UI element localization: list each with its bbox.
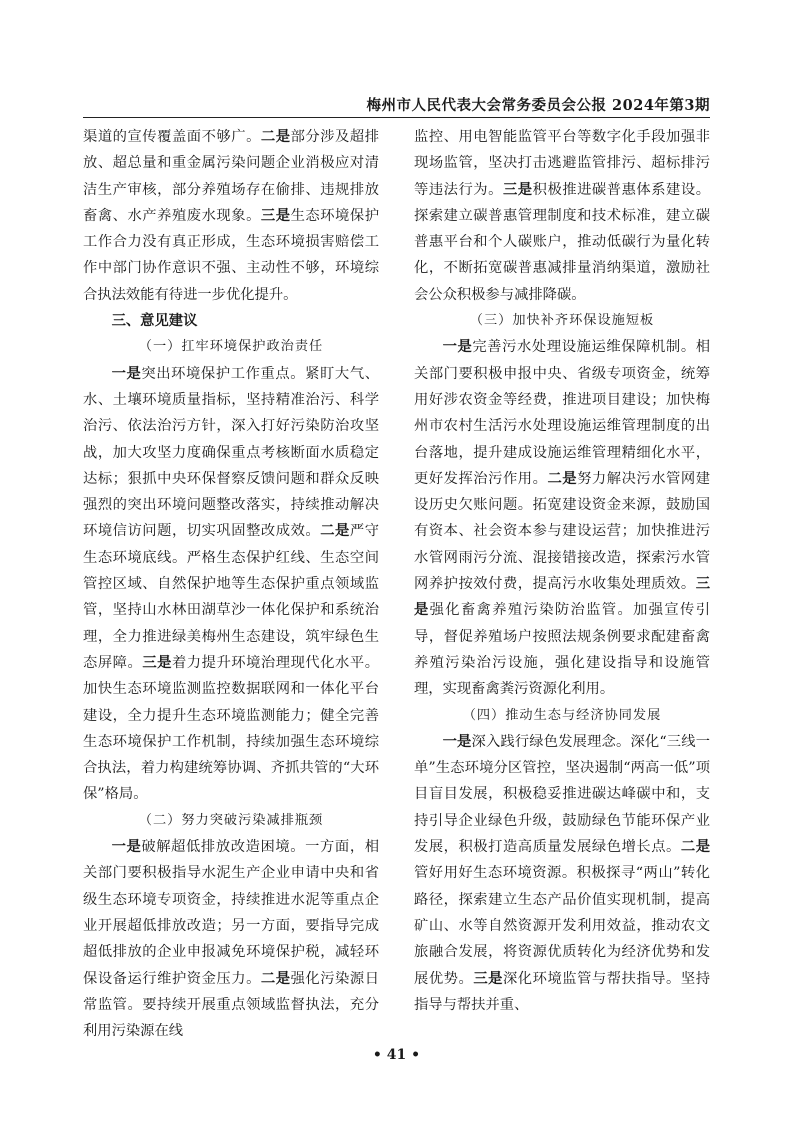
emphasis: 二是 bbox=[320, 523, 350, 540]
emphasis: 二是 bbox=[547, 470, 578, 487]
emphasis: 二是 bbox=[260, 970, 291, 987]
emphasis: 三是 bbox=[502, 181, 533, 198]
emphasis: 三是 bbox=[414, 576, 710, 619]
emphasis: 一是 bbox=[111, 365, 142, 382]
paragraph: 渠道的宣传覆盖面不够广。二是部分涉及超排放、超总量和重金属污染问题企业消极应对清洁生产审核，部分养殖场存在偷排、违规排放畜禽、水产养殖废水现象。三是生态环境保护工作合力没有真正形成，生态环境损害赔偿工作中部门协作意识不强、主动性不够，环境综合执法效能有待进一步优化提升。 bbox=[83, 129, 380, 303]
emphasis: 一是 bbox=[442, 733, 472, 750]
paragraph: 监控、用电智能监管平台等数字化手段加强非现场监管，坚决打击逃避监管排污、超标排污等违法行为。三是积极推进碳普惠体系建设。探索建立碳普惠管理制度和技术标准，建立碳普惠平台和个人碳账户，推动低碳行为量化转化，不断拓宽碳普惠减排量消纳渠道，激励社会公众积极参与减排降碳。 bbox=[414, 129, 711, 303]
subsection-heading: （四）推动生态与经济协同发展 bbox=[462, 707, 662, 723]
page-number: • 41 • bbox=[372, 1047, 421, 1063]
emphasis: 三是 bbox=[142, 654, 172, 671]
emphasis: 三是 bbox=[473, 970, 503, 987]
emphasis: 三是 bbox=[260, 207, 291, 224]
paragraph: 一是深入践行绿色发展理念。深化“三线一单”生态环境分区管控，坚决遏制“两高一低”项目盲目发展，积极稳妥推进碳达峰碳中和，支持引导企业绿色升级，鼓励绿色节能环保产业发展，积极打造高质量发展绿色增长点。二是管好用好生态环境资源。积极探寻“两山”转化路径，探索建立生态产品价值实现机制，提高矿山、水等自然资源开发利用效益，推动农文旅融合发展，将资源优质转化为经济优势和发展优势。三是深化环境监管与帮扶指导。坚持指导与帮扶并重、 bbox=[414, 733, 711, 1013]
left-column bbox=[83, 124, 379, 1044]
emphasis: 一是 bbox=[111, 839, 142, 856]
journal-header: 梅州市人民代表大会常务委员会公报 2024年第3期 bbox=[366, 97, 710, 114]
emphasis: 二是 bbox=[680, 839, 710, 856]
subsection-heading: （二）努力突破污染减排瓶颈 bbox=[138, 812, 324, 828]
section-heading: 三、意见建议 bbox=[111, 313, 198, 330]
header-rule bbox=[83, 117, 710, 118]
paragraph: 一是完善污水处理设施运维保障机制。相关部门要积极申报中央、省级专项资金，统筹用好涉农资金等经费，推进项目建设；加快梅州市农村生活污水处理设施运维管理制度的出台落地，提升建成设施运维管理精细化水平，更好发挥治污作用。二是努力解决污水管网建设历史欠账问题。拓宽建设资金来源，鼓励国有资本、社会资本参与建设运营；加快推进污水管网雨污分流、混接错接改造，探索污水管网养护按效付费，提高污水收集处理质效。三是强化畜禽养殖污染防治监管。加强宣传引导，督促养殖场户按照法规条例要求配建畜禽养殖污染治污设施，强化建设指导和设施管理，实现畜禽粪污资源化利用。 bbox=[414, 339, 711, 698]
right-column bbox=[414, 124, 710, 1018]
subsection-heading: （一）扛牢环境保护政治责任 bbox=[138, 339, 324, 355]
paragraph: 一是突出环境保护工作重点。紧盯大气、水、土壤环境质量指标，坚持精准治污、科学治污、依法治污方针，深入打好污染防治攻坚战，加大攻坚力度确保重点考核断面水质稳定达标；狠抓中央环保督察反馈问题和群众反映强烈的突出环境问题整改落实，持续推动解决环境信访问题，切实巩固整改成效。二是严守生态环境底线。严格生态保护红线、生态空间管控区域、自然保护地等生态保护重点领域监管，坚持山水林田湖草沙一体化保护和系统治理，全力推进绿美梅州生态建设，筑牢绿色生态屏障。三是着力提升环境治理现代化水平。加快生态环境监测监控数据联网和一体化平台建设，全力提升生态环境监测能力；健全完善生态环境保护工作机制，持续加强生态环境综合执法，着力构建统筹协调、齐抓共管的“大环保”格局。 bbox=[83, 365, 380, 803]
subsection-heading: （三）加快补齐环保设施短板 bbox=[469, 313, 655, 329]
emphasis: 一是 bbox=[442, 339, 473, 356]
emphasis: 二是 bbox=[260, 129, 291, 145]
paragraph: 一是破解超低排放改造困境。一方面，相关部门要积极指导水泥生产企业申请中央和省级生态环境专项资金，持续推进水泥等重点企业开展超低排放改造；另一方面，要指导完成超低排放的企业申报减免环境保护税，减轻环保设备运行维护资金压力。二是强化污染源日常监管。要持续开展重点领域监督执法，充分利用污染源在线 bbox=[83, 839, 380, 1040]
